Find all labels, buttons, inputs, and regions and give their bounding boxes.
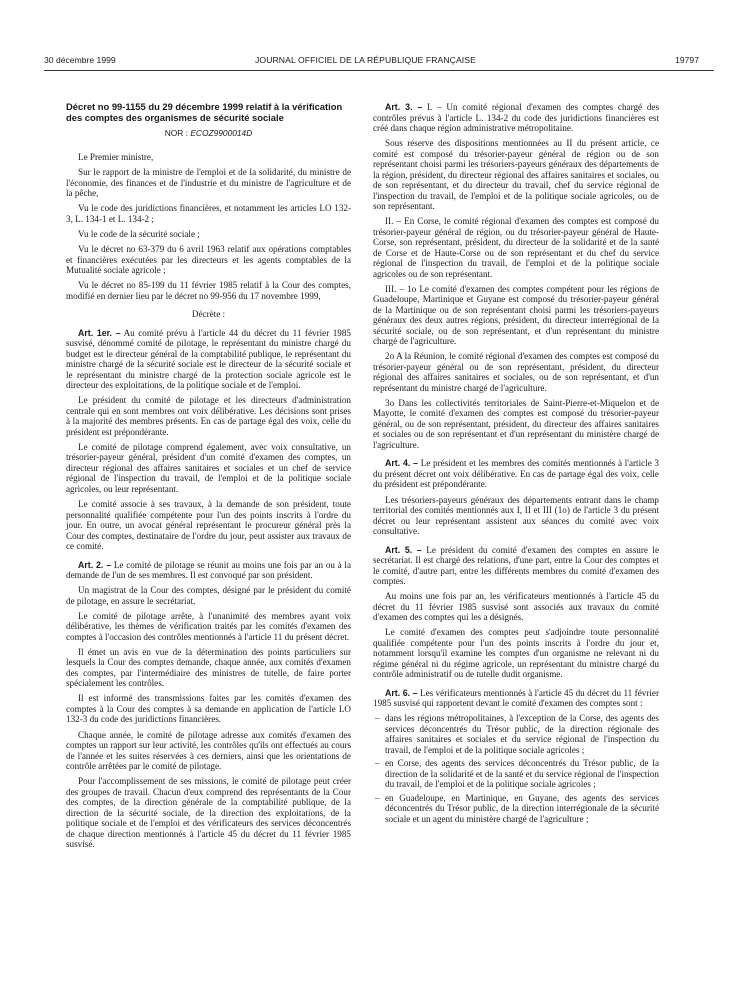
article-3-paragraph: 3o Dans les collectivités territoriales de Saint-Pierre-et-Miquelon et de Mayotte, le comité d'examen des comptes est composé du trésorier-payeur général, ou de son représentant, président, du directeur des affaires sanitaires et sociales ou de son représentant et d'un représentant du ministère chargé de l'agriculture. <box>373 397 659 450</box>
list-item: – dans les régions métropolitaines, à l'exception de la Corse, des agents des services déconcentrés du Trésor public, de la direction régionale des affaires sanitaires et sociales et du service régional de l'inspection du travail, de l'emploi et de la politique sociale agricoles ; <box>373 713 659 755</box>
article-1-paragraph: Art. 1er. – Au comité prévu à l'article 44 du décret du 11 février 1985 susvisé, dénommé comité de pilotage, le représentant du ministre chargé du budget est le directeur général de la comptabilité publique, le représentant du ministre chargé de la sécurité sociale est le directeur de la sécurité sociale et le représentant du ministre chargé de la protection sociale agricole est le directeur des exploitations, de la politique sociale et de l'emploi. <box>66 327 351 391</box>
article-5-paragraph: Le comité d'examen des comptes peut s'adjoindre toute personnalité qualifiée compétente pour l'un des points inscrits à l'ordre du jour et, notamment lorsqu'il examine les comptes d'un organisme ne relevant ni du régime général ni du régime agricole, un représentant du ministre chargé du contrôle administratif ou de tutelle dudit organisme. <box>373 627 659 680</box>
header-journal-title: JOURNAL OFFICIEL DE LA RÉPUBLIQUE FRANÇAISE <box>255 55 476 65</box>
intro-paragraph: Sur le rapport de la ministre de l'emploi et de la solidarité, du ministre de l'économie, des finances et de l'industrie et du ministre de l'agriculture et de la pêche, <box>66 167 351 199</box>
list-item: – en Guadeloupe, en Martinique, en Guyane, des agents des services déconcentrés du Trésor public, de la direction interrégionale de la sécurité sociale et un agent du ministère chargé de l'agriculture ; <box>373 793 659 825</box>
article-2-paragraph: Chaque année, le comité de pilotage adresse aux comités d'examen des comptes un rapport sur leur activité, les contrôles qu'ils ont effectués au cours de l'année et les suites réservées à ces derniers, ainsi que les orientations de contrôle arrêtées par le comité de pilotage. <box>66 729 351 771</box>
article-5-label: Art. 5. – <box>385 544 422 555</box>
article-4-paragraph: Les trésoriers-payeurs généraux des départements entrant dans le champ territorial des comités mentionnés aux I, II et III (1o) de l'article 3 du présent décret ou leur représentant assistent aux séances du comité avec voix consultative. <box>373 494 659 537</box>
article-3-label: Art. 3. – <box>385 102 423 112</box>
article-2-paragraph: Art. 2. – Le comité de pilotage se réunit au moins une fois par an ou à la demande de l'un de ses membres. Il est convoqué par son président. <box>66 559 351 581</box>
nor-reference <box>66 128 351 139</box>
intro-paragraph: Vu le code des juridictions financières, et notamment les articles LO 132-3, L. 134-1 et L. 134-2 ; <box>66 203 351 224</box>
article-6-paragraph: Art. 6. – Les vérificateurs mentionnés à l'article 45 du décret du 11 février 1985 susvisé qui rapportent devant le comité d'examen des comptes sont : <box>373 687 659 709</box>
article-1-label: Art. 1er. – <box>78 327 121 338</box>
intro-paragraph: Vu le décret no 85-199 du 11 février 1985 relatif à la Cour des comptes, modifié en dernier lieu par le décret no 99-956 du 17 novembre 1999, <box>66 280 351 301</box>
header-rule <box>44 70 714 71</box>
article-5-paragraph: Au moins une fois par an, les vérificateurs mentionnés à l'article 45 du décret du 11 février 1985 susvisé sont associés aux travaux du comité d'examen des comptes qui les a désignés. <box>373 591 659 623</box>
article-3-paragraph: III. – 1o Le comité d'examen des comptes compétent pour les régions de Guadeloupe, Martinique et Guyane est composé du trésorier-payeur général de la Martinique ou de son représentant choisi parmi les trésoriers-payeurs généraux des deux autres régions, président, du directeur interrégional de la sécurité sociale, ou de son représentant, et d'un représentant du ministre chargé de l'agriculture. <box>373 283 659 347</box>
article-3-paragraph: II. – En Corse, le comité régional d'examen des comptes est composé du trésorier-payeur général de région, ou du trésorier-payeur général de Haute-Corse, son représentant, président, du directeur de la solidarité et de la santé de Corse et de Haute-Corse ou de son représentant et du chef du service régional de l'inspection du travail, de l'emploi et de la politique sociale agricoles ou de son représentant. <box>373 216 659 279</box>
article-2-paragraph: Le comité de pilotage arrête, à l'unanimité des membres ayant voix délibérative, les thèmes de vérification traités par les comités d'examen des comptes à l'occasion des contrôles mentionnés à l'article 11 du présent décret. <box>66 610 351 642</box>
article-2-paragraph: Pour l'accomplissement de ses missions, le comité de pilotage peut créer des groupes de travail. Chacun d'eux comprend des représentants de la Cour des comptes, de la direction générale de la comptabilité publique, de la direction de la sécurité sociale, de la direction des exploitations, de la politique sociale et de l'emploi et des vérificateurs des services déconcentrés de chaque direction mentionnés à l'article 45 du décret du 11 février 1985 susvisé. <box>66 776 351 850</box>
article-4-paragraph: Art. 4. – Le président et les membres des comités mentionnés à l'article 3 du présent décret ont voix délibérative. En cas de partage égal des voix, celle du président est prépondérante. <box>373 458 659 490</box>
nor-code: ECOZ9900014D <box>190 127 253 138</box>
article-2-label: Art. 2. – <box>78 559 112 570</box>
article-1-paragraph: Le comité associe à ses travaux, à la demande de son président, toute personnalité qualifiée compétente pour l'un des points inscrits à l'ordre du jour. En outre, un avocat général représentant le procureur général près la Cour des comptes, destinataire de l'ordre du jour, peut assister aux travaux de ce comité. <box>66 499 351 552</box>
intro-paragraph: Vu le code de la sécurité sociale ; <box>78 229 200 240</box>
page-header <box>0 55 731 69</box>
article-2-paragraph: Il est informé des transmissions faites par les comités d'examen des comptes à la Cour des comptes à sa demande en application de l'article LO 132-3 du code des juridictions financières. <box>66 693 351 725</box>
article-4-label: Art. 4. – <box>385 458 419 469</box>
left-column <box>66 102 351 854</box>
decree-title: Décret no 99-1155 du 29 décembre 1999 relatif à la vérification des comptes des organismes de sécurité sociale <box>66 101 343 123</box>
intro-paragraph: Le Premier ministre, <box>78 152 154 163</box>
article-1-paragraph: Le comité de pilotage comprend également, avec voix consultative, un trésorier-payeur général, président d'un comité d'examen des comptes, un directeur régional des affaires sanitaires et sociales et un chef de service régional de l'inspection du travail, de l'emploi et de la politique sociale agricoles, ou leur représentant. <box>66 441 351 494</box>
decrete-heading: Décrète : <box>191 309 226 320</box>
article-2-paragraph: Un magistrat de la Cour des comptes, désigné par le président du comité de pilotage, en assure le secrétariat. <box>66 585 351 606</box>
header-date: 30 décembre 1999 <box>44 55 116 65</box>
article-2-paragraph: Il émet un avis en vue de la détermination des points particuliers sur lesquels la Cour des comptes demande, chaque année, aux comités d'examen des comptes, par l'intermédiaire des ministres de tutelle, de faire porter spécialement les contrôles. <box>66 646 351 689</box>
list-item: – en Corse, des agents des services déconcentrés du Trésor public, de la direction de la solidarité et de la santé et du service régional de l'inspection du travail, de l'emploi et de la politique sociale agricoles ; <box>373 758 659 790</box>
header-page-number: 19797 <box>675 55 699 65</box>
article-6-label: Art. 6. – <box>385 687 418 698</box>
nor-label: NOR : <box>164 127 188 138</box>
intro-paragraph: Vu le décret no 63-379 du 6 avril 1963 relatif aux opérations comptables et financières exécutées par les directeurs et les agents comptables de la Mutualité sociale agricole ; <box>66 244 351 276</box>
article-1-paragraph: Le président du comité de pilotage et les directeurs d'administration centrale qui en sont membres ont voix délibérative. Les décisions sont prises à la majorité des membres présents. En cas de partage égal des voix, celle du président est prépondérante. <box>66 395 351 437</box>
article-3-paragraph: Art. 3. – I. – Un comité régional d'examen des comptes chargé des contrôles prévus à l'article L. 134-2 du code des juridictions financières est créé dans chaque région administrative métropolitaine. <box>373 102 659 133</box>
article-3-paragraph: Sous réserve des dispositions mentionnées au II du présent article, ce comité est composé du trésorier-payeur général de région ou de son représentant choisi parmi les trésoriers-payeurs généraux des départements de la région, président, du directeur régional des affaires sanitaires et sociales, ou de son représentant, et du directeur du travail, chef du service régional de l'inspection du travail, de l'emploi et de la politique sociale agricoles, ou de son représentant. <box>373 138 659 212</box>
article-3-paragraph: 2o A la Réunion, le comité régional d'examen des comptes est composé du trésorier-payeur général ou de son représentant, président, du directeur régional des affaires sanitaires et sociales, ou de son représentant, et d'un représentant du ministre chargé de l'agriculture. <box>373 351 659 393</box>
right-column <box>373 102 659 828</box>
article-6-list <box>373 713 659 824</box>
article-5-paragraph: Art. 5. – Le président du comité d'examen des comptes en assure le secrétariat. Il est chargé des relations, d'une part, entre la Cour des comptes et le comité, d'autre part, entre les différents membres du comité d'examen des comptes. <box>373 544 660 587</box>
